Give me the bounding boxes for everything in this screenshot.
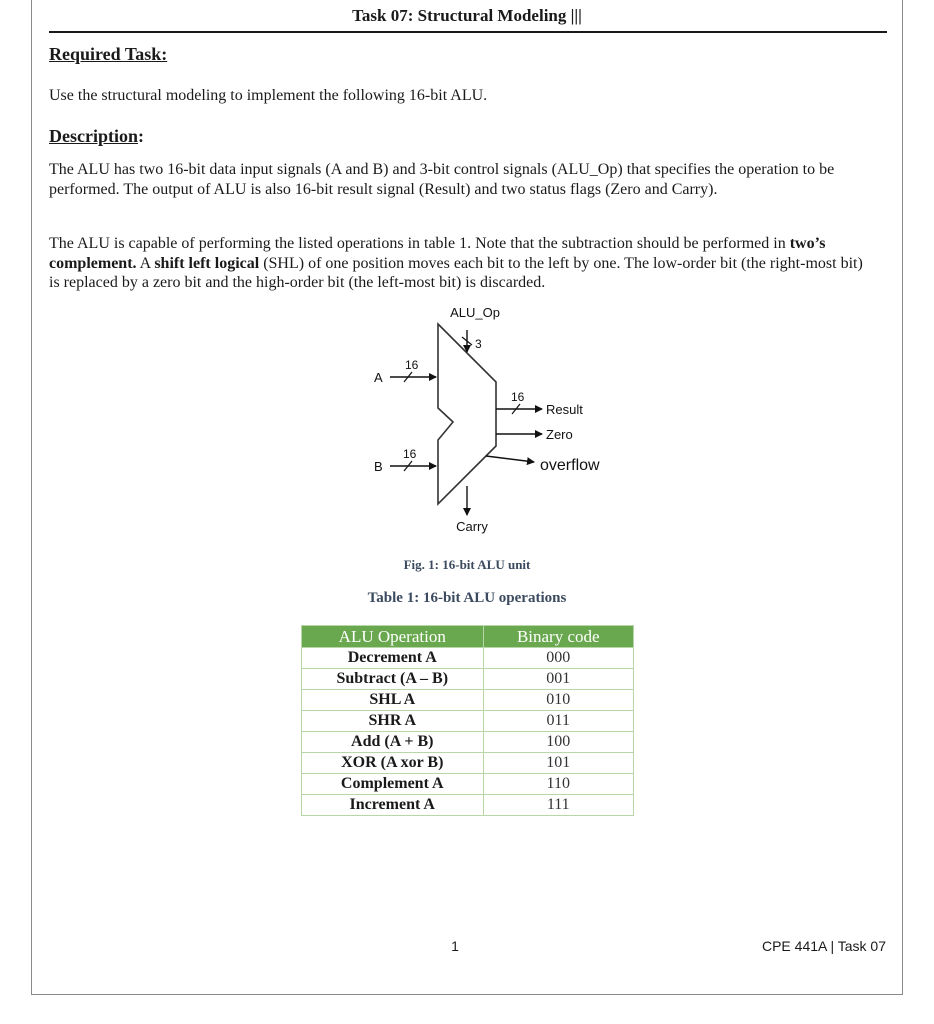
operation-cell: Complement A — [302, 774, 484, 795]
figure-caption: Fig. 1: 16-bit ALU unit — [403, 557, 531, 572]
table-row — [302, 690, 634, 711]
alu-op-label: ALU_Op — [450, 305, 500, 320]
operation-cell: Increment A — [302, 795, 484, 816]
overflow-arrow — [486, 456, 534, 462]
twos-complement-term: two’s complement. — [49, 235, 826, 272]
input-a-label: A — [374, 370, 383, 385]
binary-code-cell: 010 — [483, 690, 633, 711]
binary-code-cell: 111 — [483, 795, 633, 816]
table-row — [302, 795, 634, 816]
operation-cell: Add (A + B) — [302, 732, 484, 753]
binary-code-cell: 000 — [483, 648, 633, 669]
overflow-label: overflow — [540, 457, 600, 474]
required-task-heading: Required Task: — [49, 44, 168, 64]
para2-part-3: A — [136, 254, 155, 272]
page-header-title: Task 07: Structural Modeling ||| — [352, 6, 582, 25]
alu-op-width-label: 3 — [475, 337, 482, 351]
footer-course-label: CPE 441A | Task 07 — [761, 938, 886, 954]
description-paragraph-1: The ALU has two 16-bit data input signals (A and B) and 3-bit control signals (ALU_Op) that specifies the operation to be performed. The output of ALU is also 16-bit result signal (Result) and two status flags (Zero and Carry). — [49, 161, 835, 198]
binary-code-cell: 001 — [483, 669, 633, 690]
alu-operations-table — [301, 625, 634, 816]
binary-code-cell: 110 — [483, 774, 633, 795]
binary-code-cell: 011 — [483, 711, 633, 732]
operation-cell: SHL A — [302, 690, 484, 711]
required-task-text: Use the structural modeling to implement the following 16-bit ALU. — [49, 87, 488, 104]
table-row — [302, 648, 634, 669]
description-paragraph-2 — [49, 234, 864, 293]
operation-cell: XOR (A xor B) — [302, 753, 484, 774]
input-b-label: B — [374, 459, 383, 474]
page-number: 1 — [451, 938, 459, 954]
table-header-row — [302, 626, 634, 648]
operation-cell: SHR A — [302, 711, 484, 732]
table-row — [302, 711, 634, 732]
table-row — [302, 753, 634, 774]
operation-cell: Subtract (A – B) — [302, 669, 484, 690]
header-divider — [49, 31, 887, 33]
binary-code-cell: 100 — [483, 732, 633, 753]
result-label: Result — [546, 402, 583, 417]
zero-label: Zero — [546, 427, 573, 442]
input-a-width-label: 16 — [405, 358, 419, 372]
table-row — [302, 774, 634, 795]
table-caption: Table 1: 16-bit ALU operations — [367, 590, 567, 606]
para2-part-1: The ALU is capable of performing the listed operations in table 1. Note that the subtraction should be performed in — [49, 235, 790, 252]
description-heading — [49, 126, 144, 147]
input-b-width-label: 16 — [403, 447, 417, 461]
column-header-binary-code: Binary code — [483, 626, 633, 648]
carry-label: Carry — [456, 519, 488, 534]
shift-left-logical-term: shift left logical — [154, 254, 260, 272]
para2-part-5: (SHL) of one position moves each bit to the left by one. The low-order bit (the right-most bit) is replaced by a zero bit and the high-order bit (the left-most bit) is discarded. — [49, 254, 863, 291]
table-row — [302, 732, 634, 753]
binary-code-cell: 101 — [483, 753, 633, 774]
description-heading-text: Description — [49, 126, 138, 146]
alu-diagram — [350, 300, 630, 540]
description-heading-colon: : — [138, 126, 144, 146]
table-row — [302, 669, 634, 690]
result-width-label: 16 — [511, 390, 525, 404]
column-header-operation: ALU Operation — [302, 626, 484, 648]
operation-cell: Decrement A — [302, 648, 484, 669]
